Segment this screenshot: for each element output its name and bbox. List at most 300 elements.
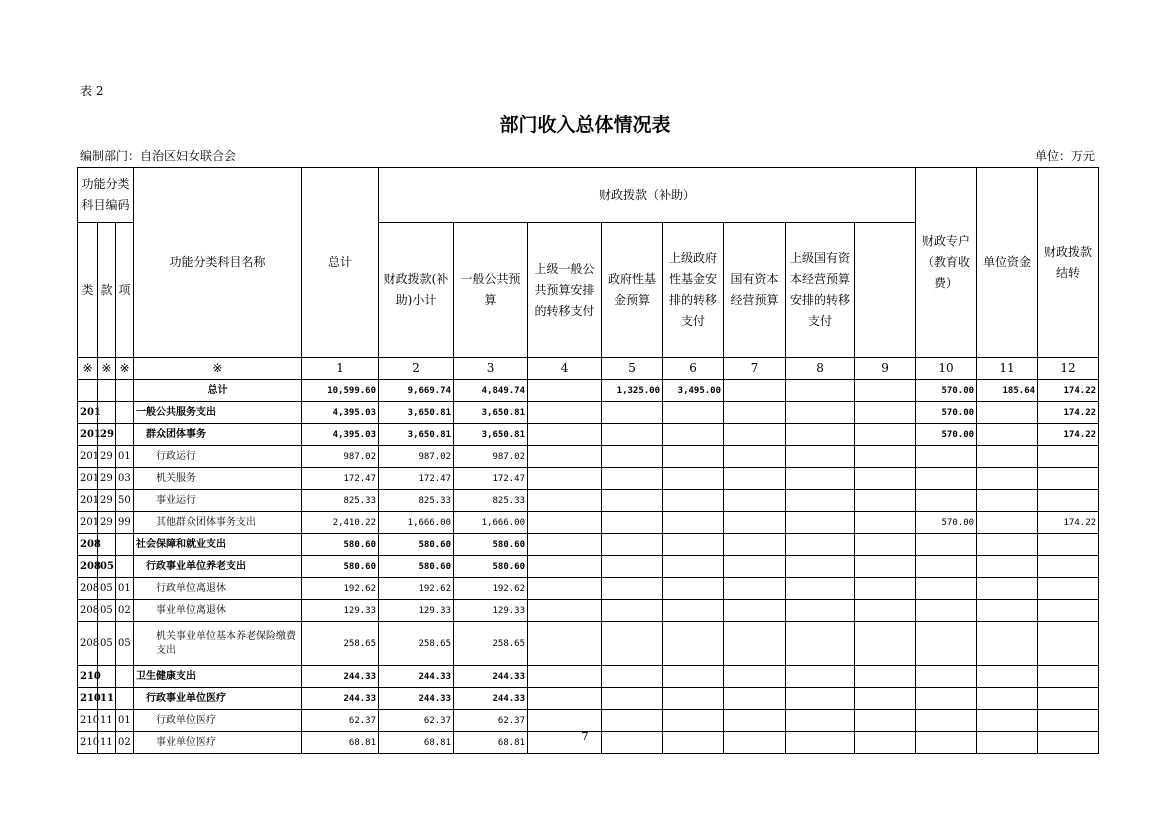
value-cell	[916, 468, 977, 490]
value-cell	[724, 622, 786, 666]
value-cell	[602, 688, 663, 710]
item-name-cell: 事业单位离退休	[134, 600, 302, 622]
page-title: 部门收入总体情况表	[499, 114, 671, 136]
value-cell: 580.60	[454, 534, 528, 556]
value-cell	[977, 688, 1038, 710]
value-cell	[528, 622, 602, 666]
value-cell	[724, 424, 786, 446]
department-label: 编制部门：自治区妇女联合会	[80, 149, 237, 163]
code-cell-xiang	[116, 424, 134, 446]
value-cell: 1,666.00	[379, 512, 454, 534]
value-cell	[528, 710, 602, 732]
value-cell	[977, 468, 1038, 490]
item-name-cell: 群众团体事务	[134, 424, 302, 446]
value-cell	[1038, 468, 1099, 490]
value-cell	[724, 578, 786, 600]
value-cell: 2,410.22	[302, 512, 379, 534]
table-row	[78, 468, 1099, 490]
value-cell	[663, 600, 724, 622]
value-cell: 570.00	[916, 402, 977, 424]
value-cell	[977, 534, 1038, 556]
index-cell: 1	[302, 358, 379, 380]
value-cell: 4,395.03	[302, 424, 379, 446]
value-cell: 174.22	[1038, 380, 1099, 402]
code-cell-kuan: 11	[98, 688, 116, 710]
value-cell: 62.37	[302, 710, 379, 732]
item-name-cell: 事业单位医疗	[134, 732, 302, 754]
table-row	[78, 534, 1099, 556]
value-cell	[1038, 446, 1099, 468]
value-cell	[855, 468, 916, 490]
value-cell: 1,666.00	[454, 512, 528, 534]
item-name-cell: 行政事业单位养老支出	[134, 556, 302, 578]
value-cell	[1038, 688, 1099, 710]
value-cell: 244.33	[302, 666, 379, 688]
code-cell-kuan: 29	[98, 424, 116, 446]
value-cell	[855, 446, 916, 468]
value-cell: 3,650.81	[379, 424, 454, 446]
value-cell	[602, 622, 663, 666]
value-cell	[977, 424, 1038, 446]
value-cell	[916, 556, 977, 578]
value-cell	[528, 666, 602, 688]
value-cell	[528, 490, 602, 512]
value-cell: 10,599.60	[302, 380, 379, 402]
code-cell-lei: 208	[78, 556, 98, 578]
code-cell-kuan: 29	[98, 512, 116, 534]
value-cell	[855, 402, 916, 424]
value-cell	[977, 622, 1038, 666]
code-cell-lei: 208	[78, 600, 98, 622]
value-cell	[916, 490, 977, 512]
code-cell-xiang: 01	[116, 578, 134, 600]
value-cell: 580.60	[302, 534, 379, 556]
item-name-cell: 事业运行	[134, 490, 302, 512]
page-number: 7	[581, 730, 589, 743]
value-cell	[786, 468, 855, 490]
code-cell-xiang	[116, 556, 134, 578]
value-cell	[1038, 490, 1099, 512]
table-row	[78, 600, 1099, 622]
value-cell: 244.33	[379, 688, 454, 710]
value-cell: 580.60	[379, 556, 454, 578]
value-cell: 987.02	[454, 446, 528, 468]
value-cell: 68.81	[379, 732, 454, 754]
value-cell	[528, 446, 602, 468]
value-cell	[724, 446, 786, 468]
value-cell	[786, 446, 855, 468]
value-cell	[855, 578, 916, 600]
value-cell	[786, 556, 855, 578]
index-cell: ※	[78, 358, 98, 380]
value-cell	[602, 446, 663, 468]
header-name: 功能分类科目名称	[134, 168, 302, 358]
value-cell	[663, 512, 724, 534]
value-cell: 172.47	[379, 468, 454, 490]
table-row	[78, 512, 1099, 534]
value-cell	[724, 556, 786, 578]
value-cell	[724, 490, 786, 512]
value-cell: 987.02	[379, 446, 454, 468]
value-cell	[528, 688, 602, 710]
code-cell-lei: 208	[78, 534, 98, 556]
value-cell	[663, 688, 724, 710]
header-upper-state-capital-transfer: 上级国有资本经营预算安排的转移支付	[786, 223, 855, 358]
value-cell	[724, 600, 786, 622]
code-cell-xiang	[116, 666, 134, 688]
value-cell: 825.33	[302, 490, 379, 512]
index-cell: 9	[855, 358, 916, 380]
value-cell	[663, 468, 724, 490]
income-table	[77, 167, 1099, 754]
code-cell-lei: 201	[78, 512, 98, 534]
index-cell: ※	[98, 358, 116, 380]
value-cell: 68.81	[454, 732, 528, 754]
value-cell: 580.60	[302, 556, 379, 578]
code-cell-lei	[78, 380, 98, 402]
value-cell	[528, 512, 602, 534]
item-name-cell: 行政运行	[134, 446, 302, 468]
value-cell: 244.33	[454, 666, 528, 688]
table-row	[78, 402, 1099, 424]
value-cell	[602, 710, 663, 732]
code-cell-kuan: 05	[98, 622, 116, 666]
value-cell	[855, 490, 916, 512]
value-cell	[1038, 578, 1099, 600]
code-cell-xiang	[116, 380, 134, 402]
header-general-budget: 一般公共预算	[454, 223, 528, 358]
header-code-group: 功能分类科目编码	[78, 168, 134, 223]
item-name-cell: 行政事业单位医疗	[134, 688, 302, 710]
value-cell: 825.33	[379, 490, 454, 512]
value-cell	[916, 666, 977, 688]
value-cell: 9,669.74	[379, 380, 454, 402]
value-cell: 185.64	[977, 380, 1038, 402]
value-cell	[1038, 666, 1099, 688]
table-row	[78, 446, 1099, 468]
table-header	[78, 168, 1099, 380]
value-cell	[977, 710, 1038, 732]
index-cell: 8	[786, 358, 855, 380]
code-cell-xiang: 01	[116, 710, 134, 732]
value-cell: 258.65	[454, 622, 528, 666]
code-cell-lei: 208	[78, 622, 98, 666]
value-cell	[663, 578, 724, 600]
code-cell-kuan: 29	[98, 468, 116, 490]
value-cell	[916, 578, 977, 600]
value-cell: 3,495.00	[663, 380, 724, 402]
code-cell-kuan: 29	[98, 446, 116, 468]
code-cell-lei: 201	[78, 468, 98, 490]
code-cell-lei: 201	[78, 446, 98, 468]
value-cell	[602, 424, 663, 446]
value-cell	[916, 622, 977, 666]
value-cell: 3,650.81	[454, 424, 528, 446]
code-cell-kuan	[98, 380, 116, 402]
value-cell	[855, 556, 916, 578]
value-cell	[724, 534, 786, 556]
value-cell: 129.33	[302, 600, 379, 622]
value-cell: 258.65	[302, 622, 379, 666]
table-row	[78, 490, 1099, 512]
header-xiang: 项	[116, 223, 134, 358]
code-cell-lei: 210	[78, 666, 98, 688]
value-cell	[786, 512, 855, 534]
table-row	[78, 666, 1099, 688]
value-cell	[855, 688, 916, 710]
header-index-row	[78, 358, 1099, 380]
value-cell: 580.60	[454, 556, 528, 578]
value-cell	[663, 556, 724, 578]
value-cell	[977, 666, 1038, 688]
index-cell: 5	[602, 358, 663, 380]
table-number: 表 2	[80, 84, 104, 98]
value-cell: 3,650.81	[379, 402, 454, 424]
value-cell	[528, 380, 602, 402]
value-cell	[977, 556, 1038, 578]
value-cell	[916, 688, 977, 710]
value-cell	[1038, 600, 1099, 622]
value-cell	[528, 424, 602, 446]
value-cell	[663, 490, 724, 512]
value-cell	[786, 534, 855, 556]
value-cell: 192.62	[302, 578, 379, 600]
value-cell: 4,849.74	[454, 380, 528, 402]
code-cell-kuan: 11	[98, 710, 116, 732]
value-cell: 244.33	[302, 688, 379, 710]
value-cell	[602, 578, 663, 600]
value-cell	[786, 402, 855, 424]
table-row	[78, 380, 1099, 402]
value-cell	[855, 600, 916, 622]
code-cell-lei: 210	[78, 688, 98, 710]
value-cell	[855, 710, 916, 732]
table-row	[78, 556, 1099, 578]
value-cell	[855, 424, 916, 446]
value-cell	[724, 688, 786, 710]
index-cell: 10	[916, 358, 977, 380]
value-cell	[602, 666, 663, 688]
code-cell-xiang	[116, 534, 134, 556]
value-cell: 258.65	[379, 622, 454, 666]
table-row	[78, 688, 1099, 710]
value-cell	[602, 402, 663, 424]
value-cell	[916, 710, 977, 732]
value-cell: 4,395.03	[302, 402, 379, 424]
table-row	[78, 622, 1099, 666]
value-cell: 172.47	[454, 468, 528, 490]
value-cell	[786, 688, 855, 710]
value-cell	[916, 534, 977, 556]
header-special-account: 财政专户（教育收费）	[916, 168, 977, 358]
code-cell-xiang: 02	[116, 732, 134, 754]
value-cell: 192.62	[379, 578, 454, 600]
code-cell-lei: 210	[78, 710, 98, 732]
index-cell: 2	[379, 358, 454, 380]
header-total: 总计	[302, 168, 379, 358]
value-cell: 174.22	[1038, 512, 1099, 534]
item-name-cell: 机关事业单位基本养老保险缴费支出	[134, 622, 302, 666]
value-cell	[1038, 556, 1099, 578]
value-cell: 174.22	[1038, 424, 1099, 446]
value-cell: 62.37	[379, 710, 454, 732]
value-cell	[528, 578, 602, 600]
table-row	[78, 424, 1099, 446]
value-cell: 129.33	[454, 600, 528, 622]
item-name-cell: 总计	[134, 380, 302, 402]
value-cell	[977, 578, 1038, 600]
code-cell-xiang	[116, 402, 134, 424]
item-name-cell: 社会保障和就业支出	[134, 534, 302, 556]
value-cell: 68.81	[302, 732, 379, 754]
value-cell	[786, 622, 855, 666]
item-name-cell: 行政单位医疗	[134, 710, 302, 732]
value-cell	[724, 666, 786, 688]
table-row	[78, 578, 1099, 600]
value-cell	[724, 512, 786, 534]
value-cell	[602, 490, 663, 512]
code-cell-lei: 210	[78, 732, 98, 754]
value-cell	[977, 446, 1038, 468]
index-cell: 12	[1038, 358, 1099, 380]
value-cell	[528, 556, 602, 578]
value-cell	[977, 490, 1038, 512]
value-cell	[786, 424, 855, 446]
unit-label: 单位：万元	[1034, 149, 1095, 163]
value-cell: 244.33	[454, 688, 528, 710]
value-cell	[1038, 534, 1099, 556]
value-cell	[663, 710, 724, 732]
value-cell: 62.37	[454, 710, 528, 732]
value-cell	[602, 556, 663, 578]
value-cell	[724, 710, 786, 732]
value-cell	[602, 600, 663, 622]
code-cell-kuan: 29	[98, 490, 116, 512]
value-cell	[855, 534, 916, 556]
value-cell	[977, 600, 1038, 622]
value-cell	[724, 402, 786, 424]
value-cell: 3,650.81	[454, 402, 528, 424]
table-row	[78, 710, 1099, 732]
table-body	[78, 380, 1099, 754]
code-cell-xiang: 01	[116, 446, 134, 468]
value-cell	[786, 490, 855, 512]
value-cell: 825.33	[454, 490, 528, 512]
value-cell	[855, 512, 916, 534]
code-cell-kuan: 05	[98, 600, 116, 622]
index-cell: 3	[454, 358, 528, 380]
value-cell	[602, 468, 663, 490]
header-upper-general-transfer: 上级一般公共预算安排的转移支付	[528, 223, 602, 358]
header-upper-gov-fund-transfer: 上级政府性基金安排的转移支付	[663, 223, 724, 358]
code-cell-lei: 201	[78, 424, 98, 446]
value-cell	[602, 512, 663, 534]
value-cell	[663, 402, 724, 424]
value-cell: 1,325.00	[602, 380, 663, 402]
index-cell: 7	[724, 358, 786, 380]
code-cell-lei: 208	[78, 578, 98, 600]
item-name-cell: 行政单位离退休	[134, 578, 302, 600]
value-cell	[663, 534, 724, 556]
value-cell	[916, 446, 977, 468]
value-cell	[528, 402, 602, 424]
header-gov-fund: 政府性基金预算	[602, 223, 663, 358]
item-name-cell: 一般公共服务支出	[134, 402, 302, 424]
value-cell	[663, 666, 724, 688]
value-cell	[602, 534, 663, 556]
value-cell	[663, 446, 724, 468]
value-cell	[528, 468, 602, 490]
value-cell: 570.00	[916, 380, 977, 402]
value-cell	[528, 600, 602, 622]
index-cell: 4	[528, 358, 602, 380]
header-fiscal-carryover: 财政拨款结转	[1038, 168, 1099, 358]
value-cell	[916, 600, 977, 622]
code-cell-xiang: 03	[116, 468, 134, 490]
value-cell: 244.33	[379, 666, 454, 688]
value-cell	[663, 622, 724, 666]
index-cell: ※	[116, 358, 134, 380]
code-cell-kuan: 11	[98, 732, 116, 754]
value-cell	[663, 424, 724, 446]
value-cell: 570.00	[916, 424, 977, 446]
index-cell: 11	[977, 358, 1038, 380]
code-cell-xiang: 99	[116, 512, 134, 534]
code-cell-xiang: 05	[116, 622, 134, 666]
item-name-cell: 卫生健康支出	[134, 666, 302, 688]
header-kuan: 款	[98, 223, 116, 358]
value-cell	[786, 666, 855, 688]
code-cell-xiang: 50	[116, 490, 134, 512]
index-cell: 6	[663, 358, 724, 380]
value-cell	[724, 468, 786, 490]
code-cell-kuan: 05	[98, 556, 116, 578]
value-cell	[1038, 622, 1099, 666]
header-lei: 类	[78, 223, 98, 358]
header-state-capital: 国有资本经营预算	[724, 223, 786, 358]
value-cell	[855, 380, 916, 402]
code-cell-kuan: 05	[98, 578, 116, 600]
value-cell: 129.33	[379, 600, 454, 622]
value-cell: 172.47	[302, 468, 379, 490]
item-name-cell: 机关服务	[134, 468, 302, 490]
value-cell	[786, 380, 855, 402]
code-cell-lei: 201	[78, 402, 98, 424]
value-cell: 174.22	[1038, 402, 1099, 424]
value-cell	[786, 710, 855, 732]
value-cell	[855, 622, 916, 666]
value-cell	[977, 402, 1038, 424]
value-cell	[855, 666, 916, 688]
value-cell	[786, 600, 855, 622]
index-cell: ※	[134, 358, 302, 380]
value-cell	[1038, 710, 1099, 732]
value-cell	[528, 534, 602, 556]
value-cell: 580.60	[379, 534, 454, 556]
item-name-cell: 其他群众团体事务支出	[134, 512, 302, 534]
code-cell-xiang	[116, 688, 134, 710]
value-cell: 570.00	[916, 512, 977, 534]
header-unit-funds: 单位资金	[977, 168, 1038, 358]
code-cell-lei: 201	[78, 490, 98, 512]
value-cell	[977, 512, 1038, 534]
header-fiscal-group: 财政拨款（补助）	[379, 168, 916, 223]
header-fiscal-subtotal: 财政拨款(补助)小计	[379, 223, 454, 358]
value-cell: 192.62	[454, 578, 528, 600]
value-cell	[724, 380, 786, 402]
code-cell-xiang: 02	[116, 600, 134, 622]
value-cell: 987.02	[302, 446, 379, 468]
